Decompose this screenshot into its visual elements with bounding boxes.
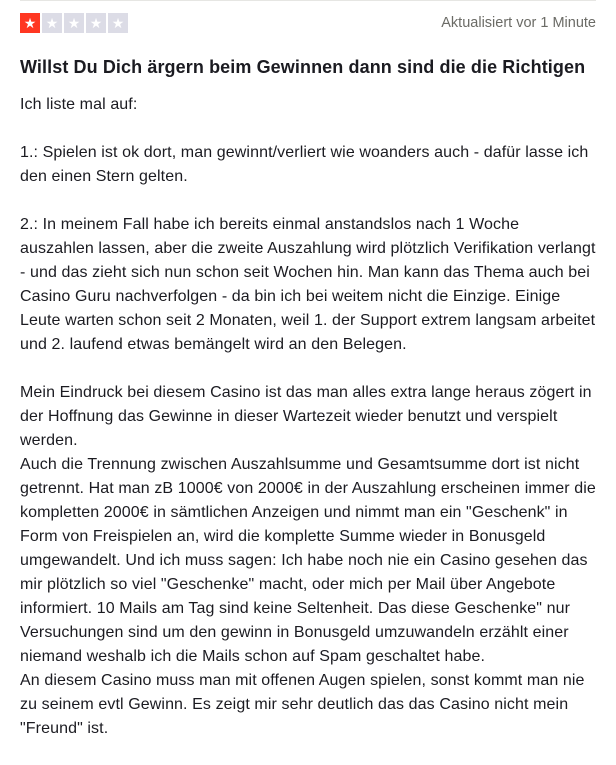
review-updated-timestamp: Aktualisiert vor 1 Minute [441, 15, 596, 31]
review-header [20, 13, 596, 33]
star-empty-icon: ★ [108, 13, 128, 33]
review-body: Ich liste mal auf: 1.: Spielen ist ok dort, man gewinnt/verliert wie woanders auch - dafür lasse ich den einen Stern gelten. 2.: In meinem Fall habe ich bereits einmal anstandslos nach 1 Woche auszahlen lassen, aber die zweite Auszahlung wird plötzlich Verifikation verlangt - und das zieht sich nun schon seit Wochen hin. Man kann das Thema auch bei Casino Guru nachverfolgen - da bin ich bei weitem nicht die Einzige. Einige Leute warten schon seit 2 Monaten, weil 1. der Support extrem langsam arbeitet und 2. laufend etwas bemängelt wird an den Belegen. Mein Eindruck bei diesem Casino ist das man alles extra lange heraus zögert in der Hoffnung das Gewinne in dieser Wartezeit wieder benutzt und verspielt werden. Auch die Trennung zwischen Auszahlsumme und Gesamtsumme dort ist nicht getrennt. Hat man zB 1000€ von 2000€ in der Auszahlung erscheinen immer die kompletten 2000€ in sämtlichen Anzeigen und nimmt man ein "Geschenk" in Form von Freispielen an, wird die komplette Summe wieder in Bonusgeld umgewandelt. Und ich muss sagen: Ich habe noch nie ein Casino gesehen das mir plötzlich so viel "Geschenke" macht, oder mich per Mail über Angebote informiert. 10 Mails am Tag sind keine Seltenheit. Das diese Geschenke" nur Versuchungen sind um den gewinn in Bonusgeld umzuwandeln erzählt einer niemand weshalb ich die Mails schon auf Spam geschaltet habe. An diesem Casino muss man mit offenen Augen spielen, sonst kommt man nie zu seinem evtl Gewinn. Es zeigt mir sehr deutlich das das Casino nicht mein "Freund" ist. [20, 96, 596, 737]
star-rating [20, 13, 128, 33]
review-title [20, 55, 596, 79]
star-filled-icon: ★ [20, 13, 40, 33]
top-divider [20, 0, 596, 1]
star-empty-icon: ★ [86, 13, 106, 33]
star-empty-icon: ★ [64, 13, 84, 33]
review-title-link[interactable]: Willst Du Dich ärgern beim Gewinnen dann sind die die Richtigen [20, 57, 586, 77]
star-empty-icon: ★ [42, 13, 62, 33]
